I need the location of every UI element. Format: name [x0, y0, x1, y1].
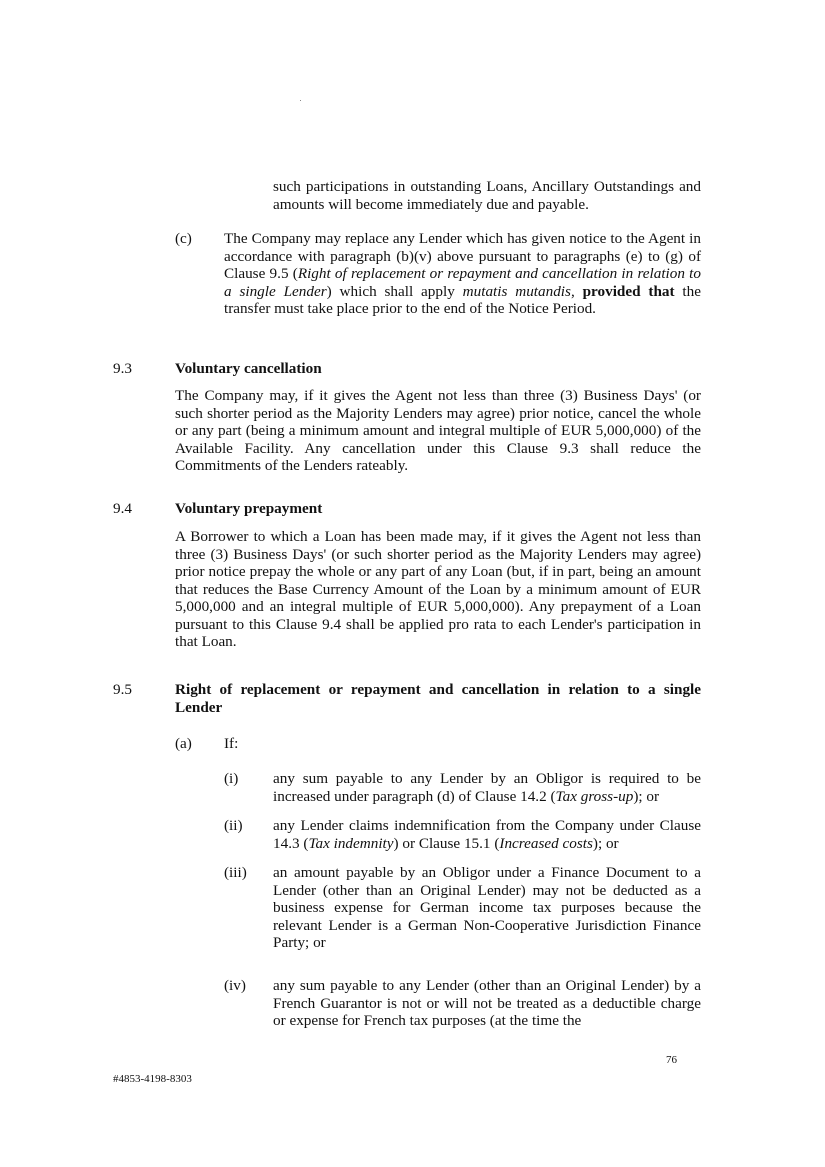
document-id: #4853-4198-8303 — [113, 1073, 192, 1085]
section-9-3-heading: Voluntary cancellation — [175, 360, 322, 377]
stray-mark — [300, 100, 301, 101]
clause-c-paragraph: The Company may replace any Lender which has given notice to the Agent in accordance with paragraph (b)(v) above pursuant to paragraphs (e) to (g) of Clause 9.5 (Right of replacement or repayment and cancellation in relation to a single Lender) which shall apply mutatis mutandis, provided that the transfer must take place prior to the end of the Notice Period. — [224, 230, 701, 317]
item-a-number: (a) — [175, 735, 192, 752]
section-9-4-number: 9.4 — [113, 500, 132, 517]
section-9-5-heading: Right of replacement or repayment and cancellation in relation to a single Lender — [175, 681, 701, 716]
item-i-number: (i) — [224, 770, 239, 787]
item-iv-number: (iv) — [224, 977, 246, 994]
page-number: 76 — [666, 1054, 677, 1066]
item-i-text: any sum payable to any Lender by an Obligor is required to be increased under paragraph (d) of Clause 14.2 (Tax gross-up); or — [273, 770, 701, 805]
section-9-5-number: 9.5 — [113, 681, 132, 698]
item-iii-text: an amount payable by an Obligor under a Finance Document to a Lender (other than an Original Lender) may not be deducted as a business expense for German income tax purposes because the relevant Lender is a German Non-Cooperative Jurisdiction Finance Party; or — [273, 864, 701, 951]
clause-c-number: (c) — [175, 230, 192, 247]
item-iii-number: (iii) — [224, 864, 247, 881]
item-ii-number: (ii) — [224, 817, 243, 834]
section-9-4-heading: Voluntary prepayment — [175, 500, 323, 517]
item-ii-text: any Lender claims indemnification from the Company under Clause 14.3 (Tax indemnity) or Clause 15.1 (Increased costs); or — [273, 817, 701, 852]
item-a-text: If: — [224, 735, 239, 752]
section-9-4-body: A Borrower to which a Loan has been made may, if it gives the Agent not less than three (3) Business Days' (or such shorter period as the Majority Lenders may agree) prior notice prepay the whole or any part of any Loan (but, if in part, being an amount that reduces the Base Currency Amount of the Loan by a minimum amount of EUR 5,000,000 and an integral multiple of EUR 5,000,000). Any prepayment of a Loan pursuant to this Clause 9.4 shall be applied pro rata to each Lender's participation in that Loan. — [175, 528, 701, 650]
section-9-3-number: 9.3 — [113, 360, 132, 377]
section-9-3-body: The Company may, if it gives the Agent not less than three (3) Business Days' (or such shorter period as the Majority Lenders may agree) prior notice, cancel the whole or any part (being a minimum amount and integral multiple of EUR 5,000,000) of the Available Facility. Any cancellation under this Clause 9.3 shall reduce the Commitments of the Lenders rateably. — [175, 387, 701, 474]
continuation-paragraph: such participations in outstanding Loans, Ancillary Outstandings and amounts will become immediately due and payable. — [273, 178, 701, 213]
item-iv-text: any sum payable to any Lender (other than an Original Lender) by a French Guarantor is not or will not be treated as a deductible charge or expense for French tax purposes (at the time the — [273, 977, 701, 1029]
